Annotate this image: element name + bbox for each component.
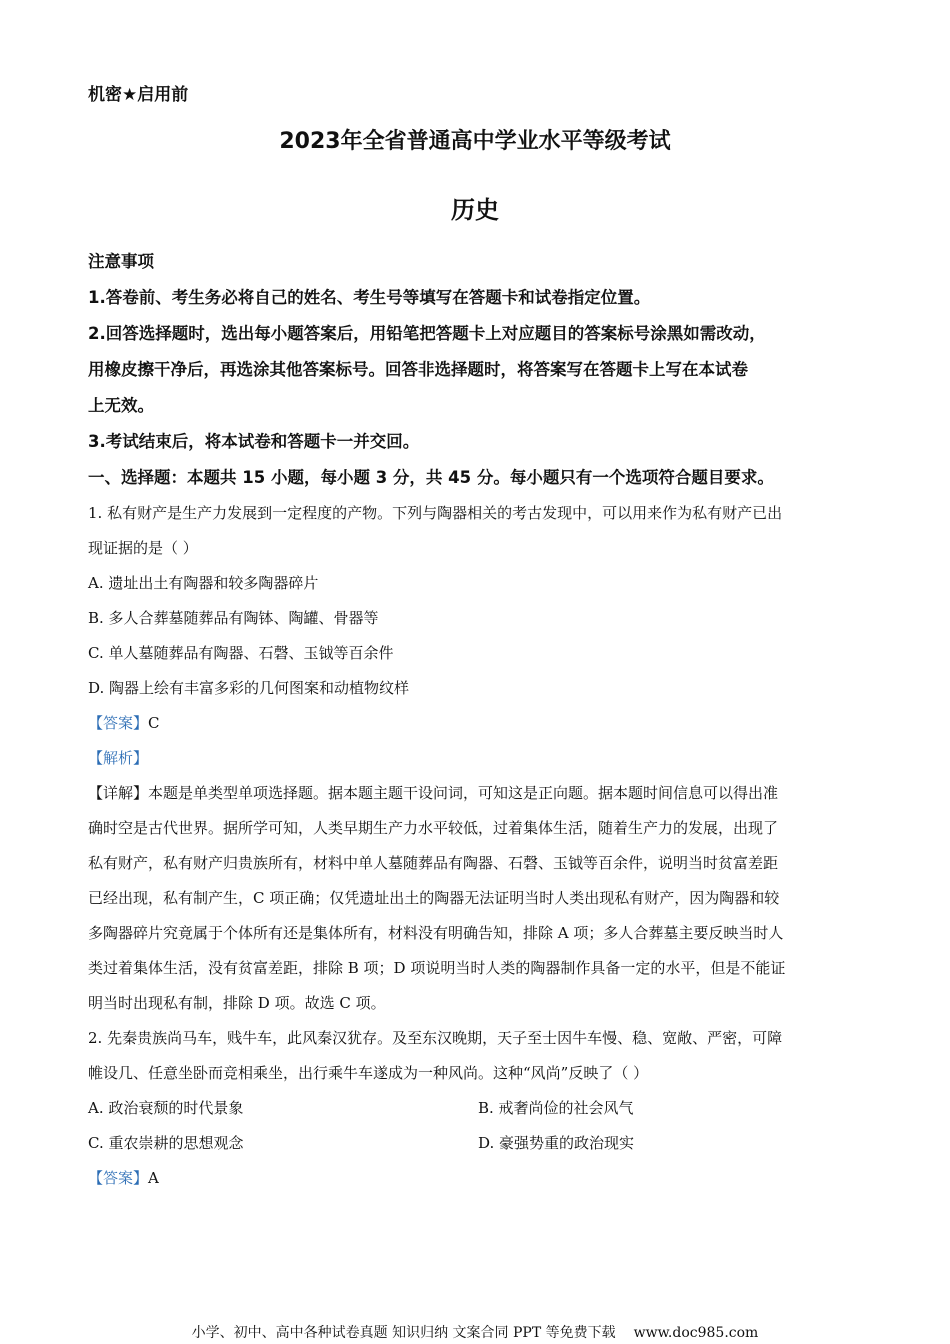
notice-item: 1.答卷前、考生务必将自己的姓名、考生号等填写在答题卡和试卷指定位置。 [88, 288, 651, 307]
q2-options-row [88, 1126, 868, 1161]
q1-detail-line: 明当时出现私有制，排除 D 项。故选 C 项。 [88, 994, 386, 1012]
detail-line: 本题是单类型单项选择题。据本题主题干设问词，可知这是正向题。据本题时间信息可以得出准 [148, 784, 779, 802]
q1-option-c: C. 单人墓随葬品有陶器、石磬、玉钺等百余件 [88, 644, 394, 662]
notice-item: 用橡皮擦干净后，再选涂其他答案标号。回答非选择题时，将答案写在答题卡上写在本试卷 [88, 360, 748, 379]
notice-item: 上无效。 [88, 396, 154, 415]
exam-body [88, 244, 868, 1196]
notice-item: 3.考试结束后，将本试卷和答题卡一并交回。 [88, 432, 420, 451]
answer-value: A [148, 1169, 159, 1187]
q2-option-d: D. 豪强势重的政治现实 [478, 1134, 635, 1152]
q1-stem: 1. 私有财产是生产力发展到一定程度的产物。下列与陶器相关的考古发现中，可以用来作为私有财产已出 [88, 504, 783, 522]
notice-item: 2.回答选择题时，选出每小题答案后，用铅笔把答题卡上对应题目的答案标号涂黑如需改动， [88, 324, 766, 343]
q1-detail-line: 确时空是古代世界。据所学可知，人类早期生产力水平较低，过着集体生活，随着生产力的发展，出现了 [88, 819, 779, 837]
q2-option-a: A. 政治衰颓的时代景象 [88, 1099, 244, 1117]
answer-tag: 【答案】 [88, 714, 149, 732]
q1-option-a: A. 遗址出土有陶器和较多陶器碎片 [88, 574, 319, 592]
q1-detail-line: 类过着集体生活，没有贫富差距，排除 B 项；D 项说明当时人类的陶器制作具备一定的水平，但是不能证 [88, 959, 786, 977]
q2-option-b: B. 戒奢尚俭的社会风气 [478, 1099, 634, 1117]
q1-stem: 现证据的是（ ） [88, 539, 198, 557]
notice-heading: 注意事项 [88, 252, 154, 271]
detail-tag: 【详解】 [88, 784, 149, 802]
q1-answer [88, 706, 868, 741]
q2-options-row [88, 1091, 868, 1126]
q1-detail [88, 776, 868, 811]
secret-label: 机密★启用前 [88, 85, 189, 105]
q1-option-d: D. 陶器上绘有丰富多彩的几何图案和动植物纹样 [88, 679, 410, 697]
exam-title: 2023年全省普通高中学业水平等级考试 [279, 129, 671, 154]
q2-stem: 帷设几、任意坐卧而竞相乘坐，出行乘牛车遂成为一种风尚。这种“风尚”反映了（ ） [88, 1064, 649, 1082]
footer-text: 小学、初中、高中各种试卷真题 知识归纳 文案合同 PPT 等免费下载 [191, 1325, 616, 1341]
q1-analysis [88, 741, 868, 776]
footer-url[interactable]: www.doc985.com [633, 1325, 759, 1341]
q2-option-c: C. 重农崇耕的思想观念 [88, 1134, 244, 1152]
q2-stem: 2. 先秦贵族尚马车，贱牛车，此风秦汉犹存。及至东汉晚期，天子至士因牛车慢、稳、宽敞、严密，可障 [88, 1029, 783, 1047]
analysis-tag: 【解析】 [88, 749, 149, 767]
q1-option-b: B. 多人合葬墓随葬品有陶钵、陶罐、骨器等 [88, 609, 379, 627]
subject-title: 历史 [451, 196, 499, 224]
q2-answer [88, 1161, 868, 1196]
answer-value: C [148, 714, 160, 732]
answer-tag: 【答案】 [88, 1169, 149, 1187]
q1-detail-line: 多陶器碎片究竟属于个体所有还是集体所有，材料没有明确告知，排除 A 项；多人合葬墓主要反映当时人 [88, 924, 784, 942]
q1-detail-line: 私有财产，私有财产归贵族所有，材料中单人墓随葬品有陶器、石磬、玉钺等百余件，说明当时贫富差距 [88, 854, 779, 872]
page-footer [0, 1322, 950, 1342]
q1-detail-line: 已经出现，私有制产生，C 项正确；仅凭遗址出土的陶器无法证明当时人类出现私有财产，因为陶器和较 [88, 889, 780, 907]
section-heading: 一、选择题：本题共 15 小题，每小题 3 分，共 45 分。每小题只有一个选项符合题目要求。 [88, 468, 774, 487]
